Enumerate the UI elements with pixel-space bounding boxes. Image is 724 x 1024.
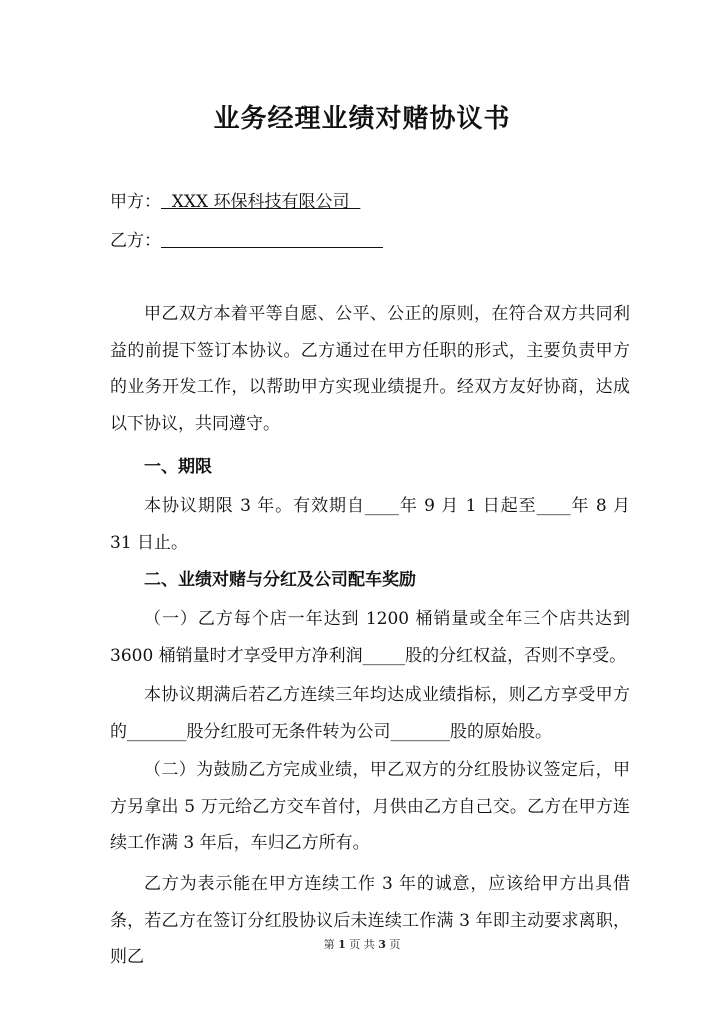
- section2-heading: 二、业绩对赌与分红及公司配车奖励: [144, 570, 416, 590]
- section1-text: 本协议期限 3 年。有效期自____年 9 月 1 日起至____年 8 月 31 日止。: [110, 496, 630, 553]
- footer-middle: 页 共: [349, 938, 375, 951]
- section2-paragraph-2: 本协议期满后若乙方连续三年均达成业绩指标，则乙方享受甲方的_______股分红股可无条件转为公司_______股的原始股。: [110, 685, 630, 742]
- section2-paragraph-1: （一）乙方每个店一年达到 1200 桶销量或全年三个店共达到 3600 桶销量时才享受甲方净利润_____股的分红权益，否则不享受。: [110, 609, 630, 666]
- footer-page-number: 1: [338, 938, 346, 951]
- party-b-blank: [161, 229, 383, 248]
- party-b-line: [110, 229, 383, 253]
- intro-paragraph: 甲乙双方本着平等自愿、公平、公正的原则，在符合双方共同利益的前提下签订本协议。乙方通过在甲方任职的形式，主要负责甲方的业务开发工作，以帮助甲方实现业绩提升。经双方友好协商，达成以下协议，共同遵守。: [110, 304, 630, 435]
- party-a-value: XXX 环保科技有限公司: [161, 192, 361, 212]
- document-title: 业务经理业绩对赌协议书: [213, 104, 511, 134]
- party-b-label: 乙方：: [110, 231, 161, 251]
- footer-prefix: 第: [323, 938, 335, 951]
- party-a-line: [110, 190, 360, 214]
- footer-suffix: 页: [389, 938, 401, 951]
- party-a-label: 甲方：: [110, 192, 161, 212]
- section2-paragraph-4: 乙方为表示能在甲方连续工作 3 年的诚意，应该给甲方出具借条，若乙方在签订分红股协议后未连续工作满 3 年即主动要求离职，则乙: [110, 874, 630, 968]
- footer-total-pages: 3: [378, 938, 386, 951]
- section2-paragraph-3: （二）为鼓励乙方完成业绩，甲乙双方的分红股协议签定后，甲方另拿出 5 万元给乙方交车首付，月供由乙方自己交。乙方在甲方连续工作满 3 年后，车归乙方所有。: [110, 760, 630, 854]
- page-footer: [0, 936, 724, 952]
- section1-heading: 一、期限: [144, 457, 212, 477]
